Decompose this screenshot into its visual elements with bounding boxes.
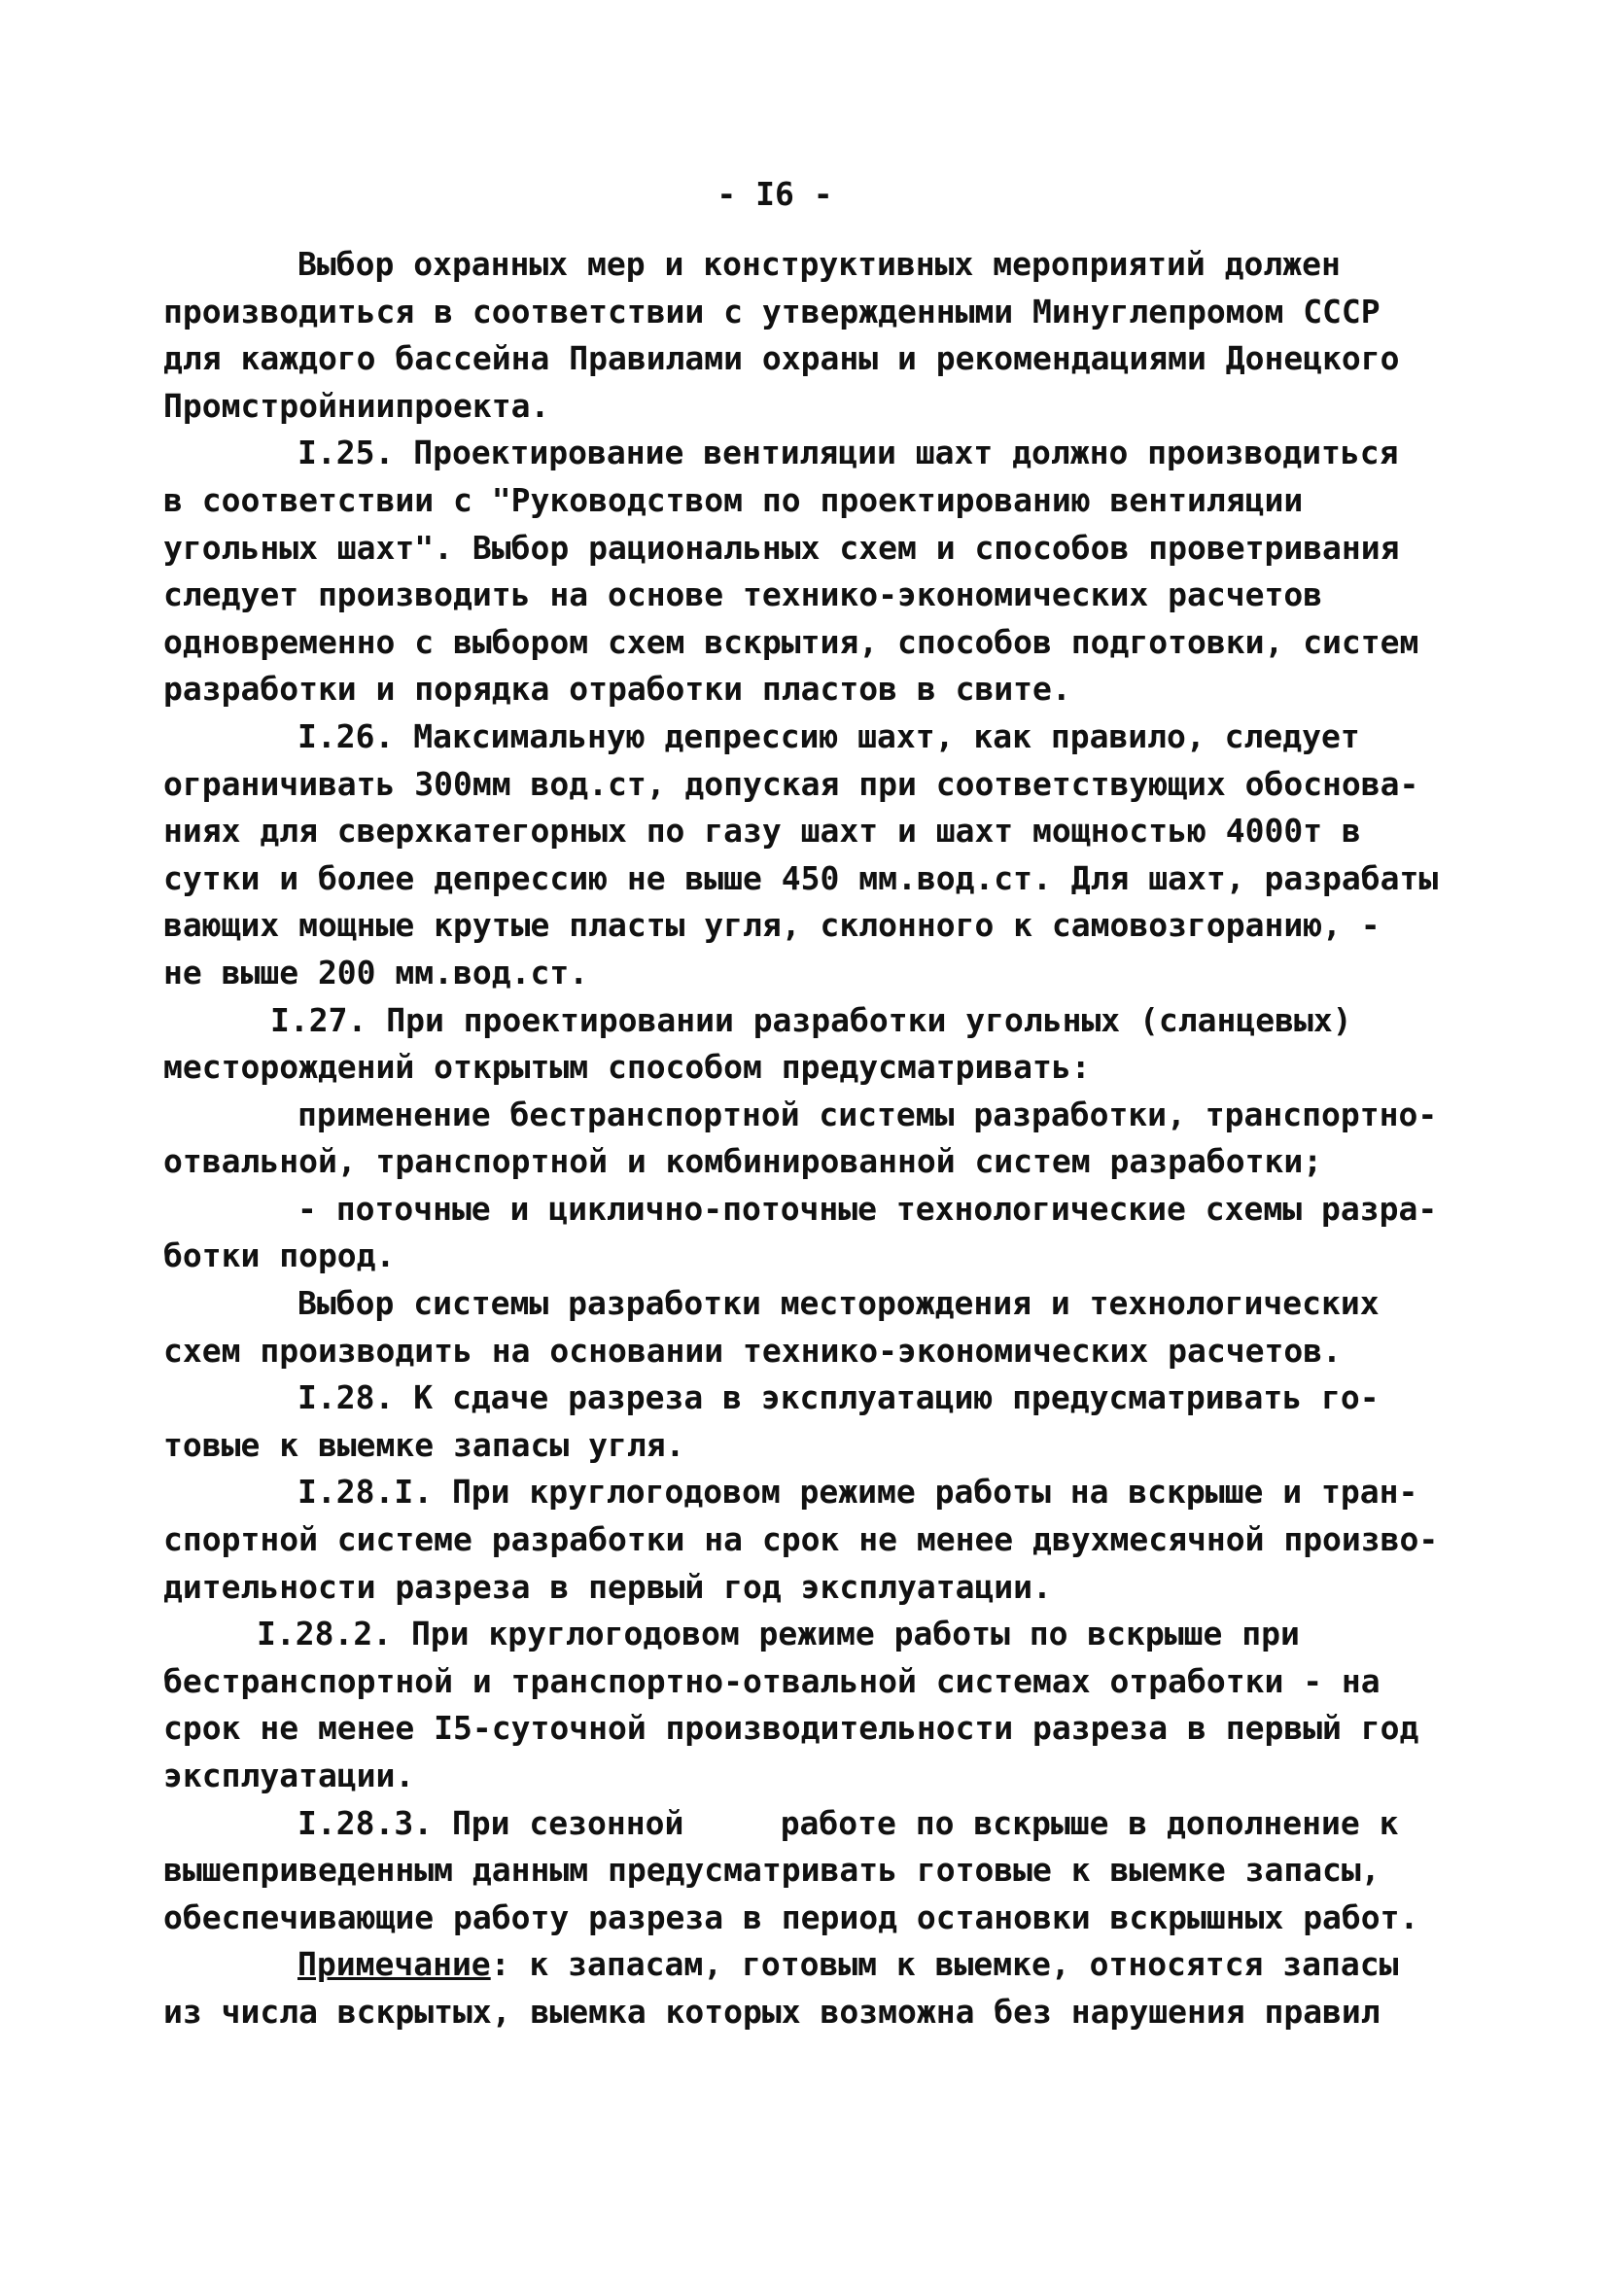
- text-line: схем производить на основании технико-экономических расчетов.: [163, 1331, 1342, 1370]
- text-line: вышеприведенным данным предусматривать готовые к выемке запасы,: [163, 1851, 1381, 1890]
- text-line: угольных шахт". Выбор рациональных схем и способов проветривания: [163, 528, 1400, 567]
- text-line: производиться в соответствии с утвержденными Минуглепромом СССР: [163, 292, 1381, 330]
- text-line: Выбор системы разработки месторождения и технологических: [297, 1284, 1380, 1323]
- text-line: дительности разреза в первый год эксплуатации.: [163, 1567, 1052, 1606]
- text-line: - поточные и циклично-поточные технологические схемы разра-: [297, 1189, 1438, 1228]
- text-line: I.25. Проектирование вентиляции шахт должно производиться: [297, 434, 1399, 472]
- document-body: [163, 241, 1447, 2036]
- text-line: эксплуатации.: [163, 1757, 415, 1794]
- note-label: Примечание: [297, 1945, 491, 1984]
- text-line: срок не менее I5-суточной производительности разреза в первый год: [163, 1709, 1419, 1748]
- page-number: - I6 -: [717, 175, 833, 213]
- text-line: сутки и более депрессию не выше 450 мм.вод.ст. Для шахт, разрабаты: [163, 858, 1439, 897]
- text-line: обеспечивающие работу разреза в период остановки вскрышных работ.: [163, 1897, 1419, 1936]
- text-line: I.28. К сдаче разреза в эксплуатацию предусматривать го-: [297, 1378, 1380, 1417]
- text-line: I.28.2. При круглогодовом режиме работы по вскрыше при: [257, 1615, 1300, 1653]
- text-line: спортной системе разработки на срок не менее двухмесячной произво-: [163, 1520, 1439, 1559]
- text-line: не выше 200 мм.вод.ст.: [163, 953, 589, 991]
- text-line: вающих мощные крутые пласты угля, склонного к самовозгоранию, -: [163, 906, 1381, 945]
- text-line: одновременно с выбором схем вскрытия, способов подготовки, систем: [163, 622, 1419, 661]
- text-line: товые к выемке запасы угля.: [163, 1425, 685, 1464]
- text-line: ниях для сверхкатегорных по газу шахт и шахт мощностью 4000т в: [163, 812, 1361, 851]
- text-line: месторождений открытым способом предусматривать:: [163, 1048, 1091, 1087]
- text-line: в соответствии с "Руководством по проектированию вентиляции: [163, 480, 1304, 519]
- text-line: I.26. Максимальную депрессию шахт, как правило, следует: [297, 716, 1360, 755]
- text-line: I.27. При проектировании разработки угольных (сланцевых): [270, 1000, 1352, 1039]
- text-line: [163, 1941, 1447, 1989]
- text-line: I.28.3. При сезонной работе по вскрыше в дополнение к: [297, 1803, 1399, 1842]
- text-line: разработки и порядка отработки пластов в свите.: [163, 670, 1071, 709]
- text-line: ботки пород.: [163, 1236, 396, 1275]
- text-line: для каждого бассейна Правилами охраны и рекомендациями Донецкого: [163, 339, 1400, 378]
- text-line: бестранспортной и транспортно-отвальной системах отработки - на: [163, 1661, 1381, 1700]
- text-line: Промстройниипроекта.: [163, 386, 550, 425]
- text-line: из числа вскрытых, выемка которых возможна без нарушения правил: [163, 1992, 1381, 2031]
- text-line: I.28.I. При круглогодовом режиме работы на вскрыше и тран-: [297, 1473, 1418, 1512]
- text-line: отвальной, транспортной и комбинированной систем разработки;: [163, 1142, 1323, 1181]
- text-line: применение бестранспортной системы разработки, транспортно-: [297, 1095, 1438, 1133]
- text-line: Выбор охранных мер и конструктивных мероприятий должен: [297, 245, 1341, 283]
- text-line: следует производить на основе технико-экономических расчетов: [163, 575, 1323, 614]
- note-text: : к запасам, готовым к выемке, относятся запасы: [490, 1945, 1399, 1984]
- text-line: ограничивать 300мм вод.ст, допуская при соответствующих обоснова-: [163, 764, 1419, 803]
